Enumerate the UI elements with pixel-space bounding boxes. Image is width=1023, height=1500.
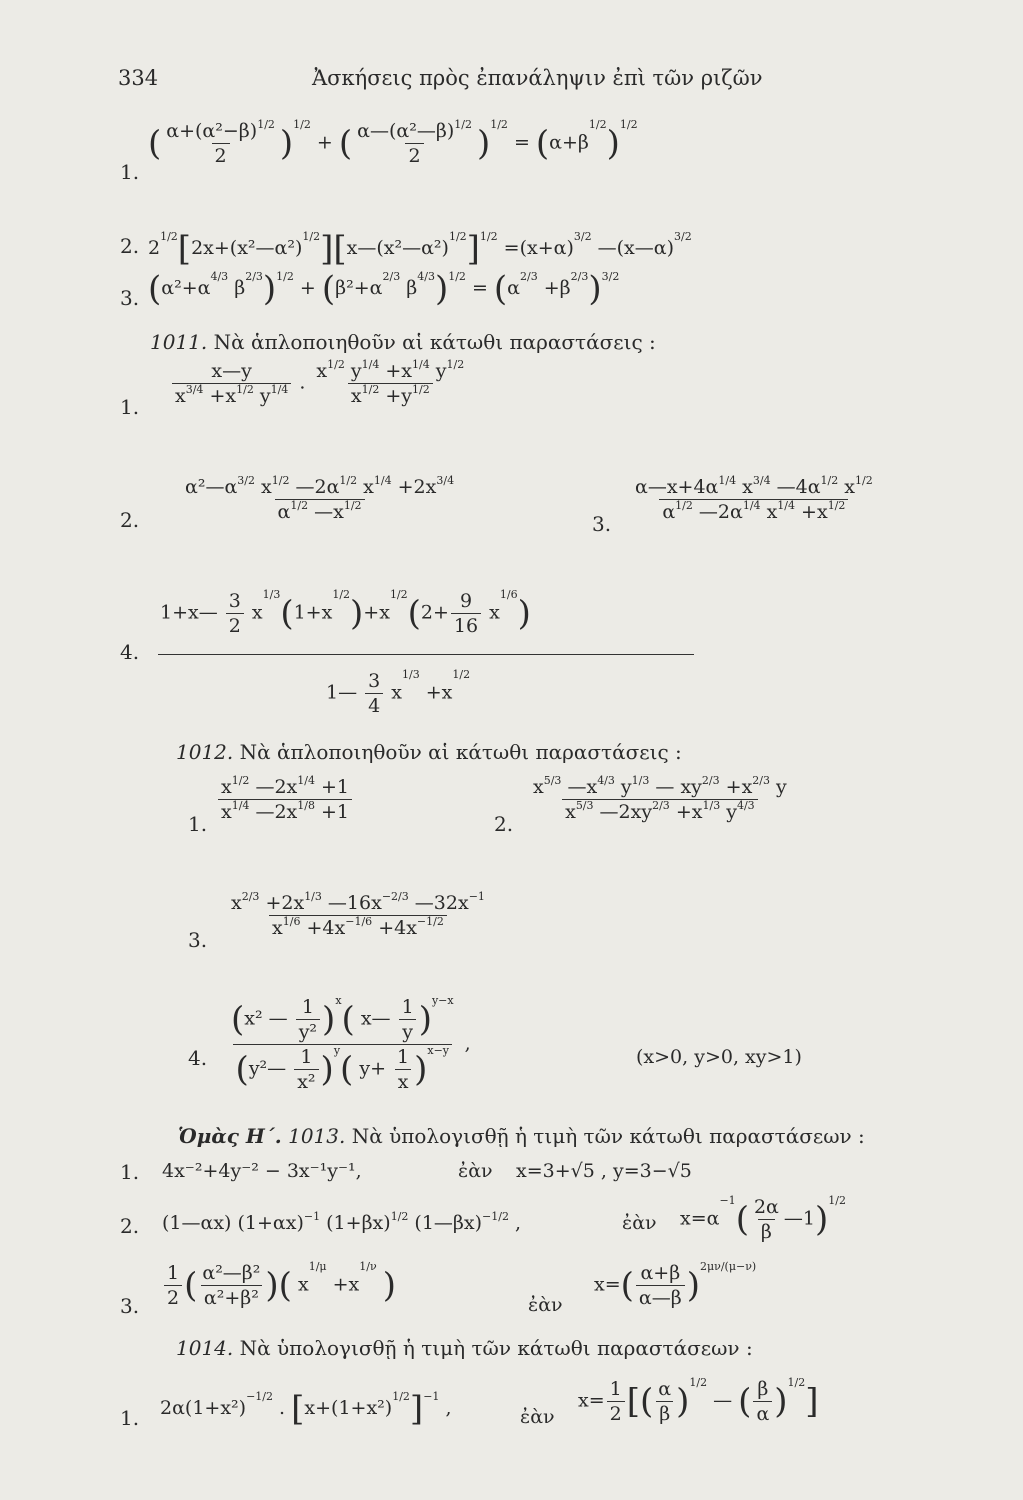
- equation: $2\alpha(1+x^2)^{-1/2}$ . $[x+(1+x^2)^{1/2}]^{-1}$ ,: [160, 1389, 452, 1429]
- exercise-heading: [176, 1336, 753, 1360]
- item-number: 4.: [120, 640, 140, 664]
- exercise-heading: [150, 330, 656, 354]
- equation: $\frac{x^{5/3} —x^{4/3} y^{1/3} — xy^{2/3} +x^{2/3} y}{x^{5/3} —2xy^{2/3} +x^{1/3} y^{4/3}}$: [533, 774, 787, 823]
- item-number: 3.: [592, 512, 612, 536]
- item-number: 1.: [120, 395, 140, 419]
- condition: (x>0, y>0, xy>1): [636, 1046, 802, 1068]
- exercise-instruction: Νὰ ὑπολογισθῇ ἡ τιμὴ τῶν κάτωθι παραστάσεων :: [239, 1336, 753, 1360]
- group-label: Ὁμὰς Η΄.: [178, 1124, 282, 1148]
- equation: ( $\frac{\alpha+(\alpha^2-\beta)^{1/2}}{2}$ )$^{1/2}$ + ( $\frac{\alpha—(\alpha^2—\beta)^{1/2}}{2}$ )$^{1/2} = (\alpha+\beta^{1/2})^{1/2}$: [148, 118, 638, 167]
- item-number: 3.: [120, 286, 140, 310]
- equation: 4x⁻²+4y⁻² − 3x⁻¹y⁻¹,: [162, 1160, 362, 1182]
- exercise-instruction: Νὰ ὑπολογισθῇ ἡ τιμὴ τῶν κάτωθι παραστάσεων :: [351, 1124, 865, 1148]
- item-number: 4.: [188, 1046, 208, 1070]
- item-number: 1.: [120, 1160, 140, 1184]
- equation: $\frac{x—y}{x^{3/4} +x^{1/2} y^{1/4}}$ . $\frac{x^{1/2} y^{1/4} +x^{1/4} y^{1/2}}{x^{1/2} +y^{1/2}}$: [170, 360, 469, 407]
- item-number: 2.: [120, 1214, 140, 1238]
- condition-word: ἐὰν: [528, 1294, 563, 1316]
- exercise-number: 1011.: [150, 330, 208, 354]
- item-number: 1.: [120, 160, 140, 184]
- exercise-number: 1012.: [176, 740, 234, 764]
- item-number: 3.: [120, 1294, 140, 1318]
- equation: $\frac{\alpha—x+4\alpha^{1/4} x^{3/4} —4\alpha^{1/2} x^{1/2}}{\alpha^{1/2} —2\alpha^{1/4} x^{1/4} +x^{1/2}}$: [635, 474, 873, 523]
- condition: x=( $\frac{\alpha+\beta}{\alpha—\beta}$ )$^{2\mu\nu/(\mu-\nu)}$: [594, 1260, 757, 1309]
- condition-word: ἐὰν: [622, 1212, 657, 1234]
- equation: (1—αx) $(1+\alpha x)^{-1}$ $(1+\beta x)^{1/2}$ (1—βx)$^{-1/2}$ ,: [162, 1210, 522, 1234]
- equation: $2^{1/2}[2x+(x^2—\alpha^2)^{1/2}][x—(x^2—\alpha^2)^{1/2}]^{1/2} =(x+\alpha)^{3/2}$ —(x—α)$^{3/2}$: [148, 229, 692, 269]
- exercise-heading: [176, 740, 682, 764]
- equation: $\frac{1}{2}$ ( $\frac{\text{α²—β²}}{\text{α²+β²}}$ )( $x^{1/\mu} +x^{1/\nu}$ ): [162, 1262, 396, 1309]
- equation: $\frac{x^{1/2} —2x^{1/4} +1}{x^{1/4} —2x^{1/8} +1}$: [216, 776, 354, 823]
- item-number: 2.: [494, 812, 514, 836]
- item-number: 2.: [120, 234, 140, 258]
- running-title: Ἀσκήσεις πρὸς ἐπανάληψιν ἐπὶ τῶν ριζῶν: [312, 66, 763, 90]
- condition-word: ἐὰν: [458, 1160, 493, 1182]
- exercise-instruction: Νὰ ἁπλοποιηθοῦν αἱ κάτωθι παραστάσεις :: [239, 740, 682, 764]
- page-number: 334: [118, 66, 159, 90]
- condition: $x=\alpha^{-1}$( $\frac{2\alpha}{\beta}$ —1)$^{1/2}$: [680, 1194, 846, 1243]
- equation: ($\alpha^2+\alpha^{4/3}$ $\beta^{2/3})^{1/2} + (\beta^2+\alpha^{2/3}$ $\beta^{4/3})^{1/2} = (\alpha^{2/3} +\beta^{2/3})^{3/2}$: [148, 269, 620, 309]
- item-number: 3.: [188, 928, 208, 952]
- item-number: 1.: [188, 812, 208, 836]
- item-number: 1.: [120, 1406, 140, 1430]
- condition: x=3+√5 , y=3−√5: [516, 1160, 692, 1182]
- equation: $\frac{x^{2/3} +2x^{1/3} —16x^{-2/3} —32x^{-1}}{x^{1/6} +4x^{-1/6} +4x^{-1/2}}$: [231, 890, 485, 939]
- exercise-number: 1013.: [288, 1124, 346, 1148]
- equation: (x² — $\frac{1}{\text{y²}}$ )$^x$( x— $\frac{1}{y}$ )$^{y-x}$ (y²— $\frac{1}{\text{x²}}$ )$^y$( y+ $\frac{1}{x}$ )$^{x-y}$ ,: [231, 994, 471, 1093]
- exercise-instruction: Νὰ ἁπλοποιηθοῦν αἱ κάτωθι παραστάσεις :: [213, 330, 656, 354]
- exercise-heading: [178, 1124, 865, 1148]
- item-number: 2.: [120, 508, 140, 532]
- equation-denominator: 1— $\frac{3}{4}$ $x^{1/3} +x^{1/2}$: [326, 668, 471, 717]
- condition-word: ἐὰν: [520, 1406, 555, 1428]
- exercise-number: 1014.: [176, 1336, 234, 1360]
- fraction-bar: [158, 654, 694, 655]
- equation-numerator: 1+x— $\frac{3}{2}$ $x^{1/3}(1+x^{1/2})+x^{1/2}(2+$ $\frac{9}{16}$ $x^{1/6}$): [160, 588, 531, 637]
- condition: x= $\frac{1}{2}$ [( $\frac{\alpha}{\beta}$ )$^{1/2}$ — ( $\frac{\beta}{\alpha}$ )$^{1/2}$]: [578, 1376, 819, 1425]
- equation: $\frac{\alpha^2—\alpha^{3/2} x^{1/2} —2\alpha^{1/2} x^{1/4} +2x^{3/4}}{\alpha^{1/2} —x^{1/2}}$: [185, 474, 455, 523]
